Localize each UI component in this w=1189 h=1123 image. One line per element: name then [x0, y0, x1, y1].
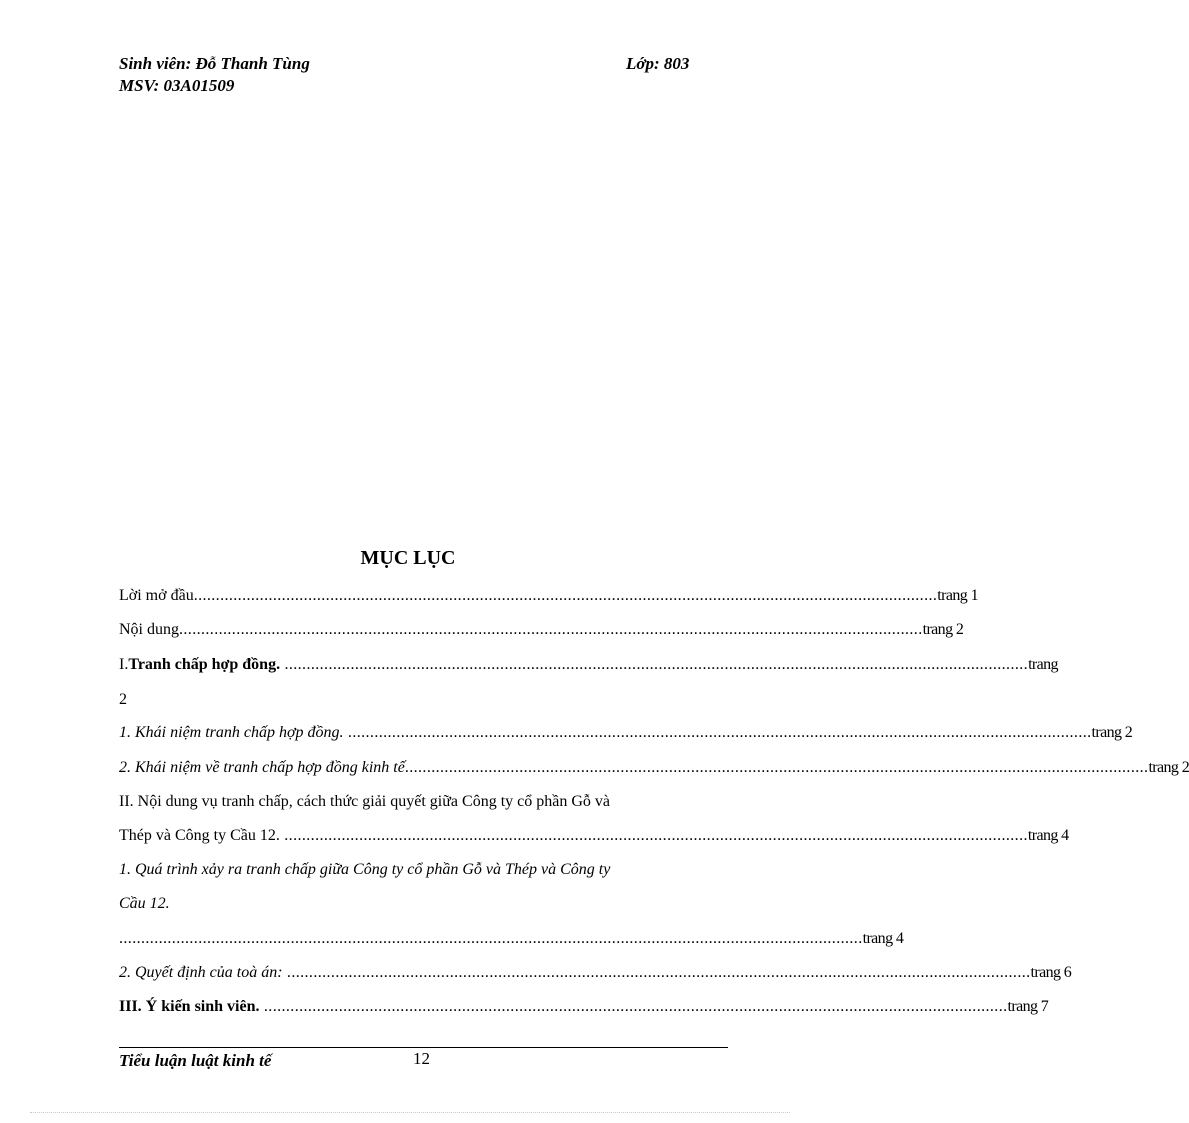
toc-entry-section-3[interactable] [119, 997, 1049, 1017]
toc-entry-label: III. Ý kiến sinh viên. [119, 998, 260, 1015]
toc-page-ref-continued: 2 [119, 691, 127, 708]
leader-dots: ......................................................................................................................................................................... [282, 964, 1031, 981]
leader-dots: ......................................................................................................................................................................... [280, 656, 1029, 673]
toc-entry-intro[interactable] [119, 586, 978, 606]
toc-entry-content[interactable] [119, 620, 964, 640]
toc-page-ref: trang [1028, 656, 1058, 673]
toc-entry-2-1-line2: Cầu 12. [119, 895, 170, 912]
toc-entry-label: Thép và Công ty Cầu 12. [119, 827, 280, 844]
leader-dots: ......................................................................................................................................................................... [259, 998, 1008, 1015]
leader-dots: ......................................................................................................................................................................... [343, 724, 1092, 741]
toc-page-ref: trang 4 [862, 930, 904, 947]
leader-dots: ......................................................................................................................................................................... [193, 587, 938, 604]
toc-entry-label: Tranh chấp hợp đồng. [128, 656, 281, 673]
toc-entry-label: Lời mở đầu [119, 587, 194, 604]
toc-entry-2-1[interactable] [119, 929, 904, 949]
toc-page-ref: trang 7 [1007, 998, 1049, 1015]
toc-page-ref: trang 6 [1030, 964, 1072, 981]
toc-entry-1-2[interactable] [119, 758, 1189, 778]
toc-page-ref: trang 2 [1148, 759, 1189, 776]
toc-entry-2-1-line1: 1. Quá trình xảy ra tranh chấp giữa Công ty cổ phần Gỗ và Thép và Công ty [119, 861, 611, 878]
toc-entry-1-1[interactable] [119, 723, 1133, 743]
toc-entry-section-1[interactable] [119, 655, 1058, 675]
toc-entry-section-2-line1: II. Nội dung vụ tranh chấp, cách thức giải quyết giữa Công ty cổ phần Gỗ và [119, 793, 610, 810]
toc-page-ref: trang 1 [937, 587, 978, 604]
toc-entry-label: 2. Khái niệm về tranh chấp hợp đồng kinh tế [119, 759, 405, 776]
toc-page-ref: trang 2 [922, 621, 964, 638]
toc-page-ref: trang 2 [1091, 724, 1133, 741]
page-number: 12 [413, 1049, 430, 1068]
toc-entry-label: 2. Quyết định của toà án: [119, 964, 283, 981]
class-label: Lớp: 803 [626, 54, 690, 73]
toc-entry-2-2[interactable] [119, 963, 1072, 983]
page-bottom-divider [30, 1112, 790, 1113]
footer-title: Tiểu luận luật kinh tế [119, 1051, 272, 1070]
student-id: MSV: 03A01509 [119, 76, 235, 95]
toc-entry-prefix: I. [119, 656, 129, 673]
toc-title: MỤC LỤC [360, 547, 456, 569]
leader-dots: ......................................................................................................................................................................... [279, 827, 1028, 844]
toc-entry-section-2[interactable] [119, 826, 1069, 846]
footer-divider [119, 1047, 728, 1048]
toc-page-ref: trang 4 [1027, 827, 1069, 844]
toc-entry-label: 1. Khái niệm tranh chấp hợp đồng. [119, 724, 344, 741]
leader-dots: ......................................................................................................................................................................... [119, 930, 863, 947]
leader-dots: ......................................................................................................................................................................... [404, 759, 1149, 776]
leader-dots: ......................................................................................................................................................................... [179, 621, 923, 638]
student-name: Sinh viên: Đỗ Thanh Tùng [119, 54, 310, 73]
toc-entry-label: Nội dung [119, 621, 179, 638]
